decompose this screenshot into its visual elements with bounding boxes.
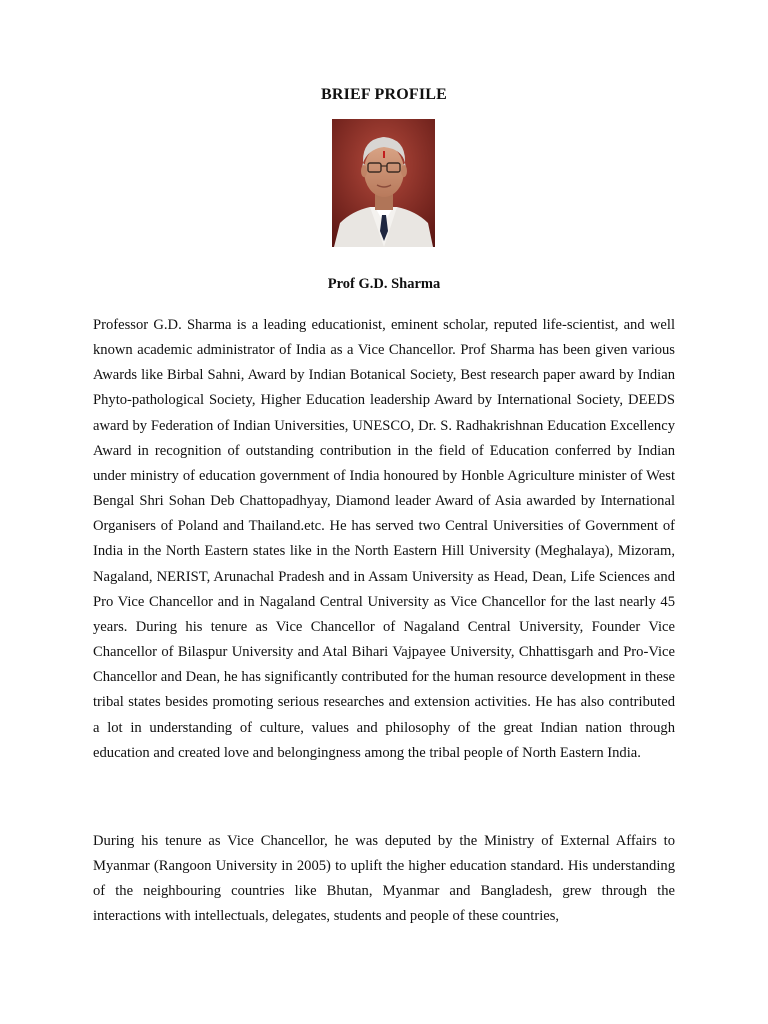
paragraph-1: Professor G.D. Sharma is a leading educationist, eminent scholar, reputed life-scientist, and well known academic administrator of India as a Vice Chancellor. Prof Sharma has been given various Awards like Birbal Sahni, Award by Indian Botanical Society, Best research paper award by Indian Phyto-pathological Society, Higher Education leadership Award by International Society, DEEDS award by Federation of Indian Universities, UNESCO, Dr. S. Radhakrishnan Education Excellency Award in recognition of outstanding contribution in the field of Education conferred by Indian under ministry of education government of India honoured by Honble Agriculture minister of West Bengal Shri Sohan Deb Chattopadhyay, Diamond leader Award of Asia awarded by International Organisers of Poland and Thailand.etc. He has served two Central Universities of Government of India in the North Eastern states like in the North Eastern Hill University (Meghalaya), Mizoram, Nagaland, NERIST, Arunachal Pradesh and in Assam University as Head, Dean, Life Sciences and Pro Vice Chancellor and in Nagaland Central University as Vice Chancellor for the last nearly 45 years. During his tenure as Vice Chancellor of Nagaland Central University, Founder Vice Chancellor of Bilaspur University and Atal Bihari Vajpayee University, Chhattisgarh and Pro-Vice Chancellor and Dean, he has significantly contributed for the human resource development in these tribal states besides promoting serious researches and extension activities. He has also contributed a lot in understanding of culture, values and philosophy of the great Indian nation through education and created love and belongingness among the tribal people of North Eastern India. [93,317,675,761]
profile-name: Prof G.D. Sharma [327,276,441,292]
paragraph-2: During his tenure as Vice Chancellor, he was deputed by the Ministry of External Affairs to Myanmar (Rangoon University in 2005) to uplift the higher education standard. His understanding of the neighbouring countries like Bhutan, Myanmar and Bangladesh, grew through the interactions with intellectuals, delegates, students and people of these countries, [93,833,675,925]
portrait-photo [332,119,435,247]
page-title: BRIEF PROFILE [320,86,448,103]
